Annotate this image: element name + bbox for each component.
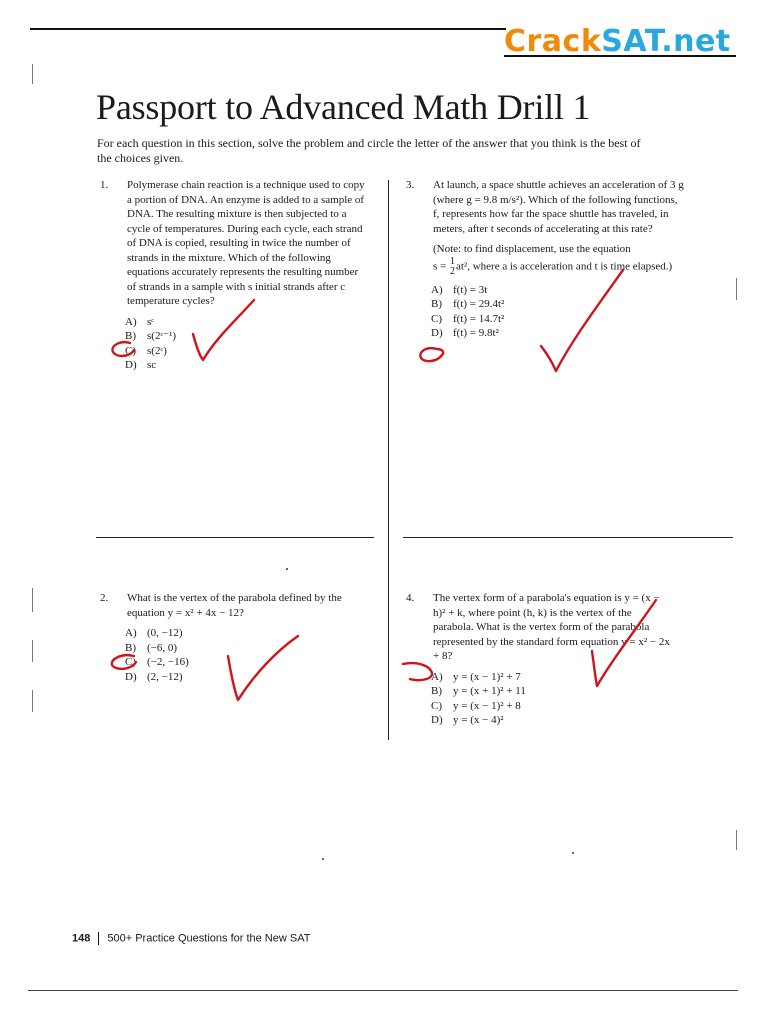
displacement-note: (Note: to find displacement, use the equation s = 1 2 at², where a is acceleration and t is time elapsed.) xyxy=(433,243,673,277)
answer-choices xyxy=(431,670,672,728)
left-section-divider xyxy=(96,537,374,538)
question-2 xyxy=(100,591,362,684)
answer-choice[interactable]: C) f(t) = 14.7t² xyxy=(431,312,505,325)
answer-choice[interactable]: A) sᶜ xyxy=(125,315,155,328)
answer-choices xyxy=(125,315,370,373)
scan-edge-mark xyxy=(736,830,737,850)
book-title: 500+ Practice Questions for the New SAT xyxy=(107,932,311,945)
scan-edge-mark xyxy=(736,278,737,300)
right-section-divider xyxy=(403,537,733,538)
question-stem: Polymerase chain reaction is a technique used to copy a portion of DNA. An enzyme is added to a sample of DNA. The resulting mixture is then subjected to a cycle of temperatures. During each cycle, each strand of DNA is copied, resulting in twice the number of strands in the mixture. Which of the following equations accurately represents the resulting number of strands in a sample with s initial strands after c temperature cycles? xyxy=(127,179,365,307)
page-title: Passport to Advanced Math Drill 1 xyxy=(96,87,591,127)
question-number: 1. xyxy=(100,179,109,191)
answer-choice[interactable]: B) f(t) = 29.4t² xyxy=(431,298,505,310)
question-1 xyxy=(100,178,370,373)
question-number: 3. xyxy=(406,179,415,191)
scan-edge-mark xyxy=(32,588,33,612)
answer-choice[interactable]: A) f(t) = 3t xyxy=(431,283,488,296)
answer-choice[interactable]: A) (0, −12) xyxy=(125,627,183,639)
scan-speck xyxy=(286,568,288,570)
one-half-fraction: 1 2 xyxy=(449,255,455,277)
column-divider xyxy=(388,180,389,740)
answer-choice[interactable]: D) (2, −12) xyxy=(125,670,183,683)
answer-choice[interactable]: C) y = (x − 1)² + 8 xyxy=(431,699,521,712)
answer-choice[interactable]: C) (−2, −16) xyxy=(125,656,189,668)
page-footer xyxy=(72,932,310,945)
scan-speck xyxy=(322,858,324,860)
footer-separator xyxy=(98,932,99,945)
answer-choice[interactable]: A) y = (x − 1)² + 7 xyxy=(431,670,521,683)
scan-edge-mark xyxy=(32,690,33,712)
answer-choice[interactable]: D) sc xyxy=(125,359,157,371)
question-stem: What is the vertex of the parabola defined by the equation y = x² + 4x − 12? xyxy=(127,592,342,619)
top-rule xyxy=(30,28,506,30)
answer-choices xyxy=(431,283,684,341)
question-number: 4. xyxy=(406,592,415,604)
question-3 xyxy=(406,178,684,341)
scan-edge-mark xyxy=(32,640,33,662)
answer-choices xyxy=(125,626,362,684)
question-stem: At launch, a space shuttle achieves an acceleration of 3 g (where g = 9.8 m/s²). Which of the following functions, f, represents how far the space shuttle has traveled, in meters, after t seconds of accelerating at this rate? xyxy=(433,179,684,235)
scan-edge-mark xyxy=(32,64,33,84)
answer-choice[interactable]: C) s(2ᶜ) xyxy=(125,344,167,357)
scan-speck xyxy=(572,852,574,854)
question-number: 2. xyxy=(100,592,109,604)
answer-choice[interactable]: D) y = (x − 4)² xyxy=(431,714,504,726)
answer-choice[interactable]: B) s(2ᶜ⁻¹) xyxy=(125,330,177,342)
answer-choice[interactable]: D) f(t) = 9.8t² xyxy=(431,327,499,339)
question-4 xyxy=(406,591,672,728)
question-stem: The vertex form of a parabola's equation is y = (x − h)² + k, where point (h, k) is the vertex of the parabola. What is the vertex form of the parabola represented by the standard form equation y = x² − 2x + 8? xyxy=(433,592,670,662)
instructions: For each question in this section, solve the problem and circle the letter of the answer that you think is the best of the choices given. xyxy=(97,136,641,165)
answer-choice[interactable]: B) y = (x + 1)² + 11 xyxy=(431,685,526,697)
answer-choice[interactable]: B) (−6, 0) xyxy=(125,641,178,654)
answer-circle xyxy=(420,348,443,361)
cracksat-watermark: CrackSAT.net xyxy=(504,24,731,59)
page-number: 148 xyxy=(72,932,91,945)
bottom-rule xyxy=(28,990,738,991)
